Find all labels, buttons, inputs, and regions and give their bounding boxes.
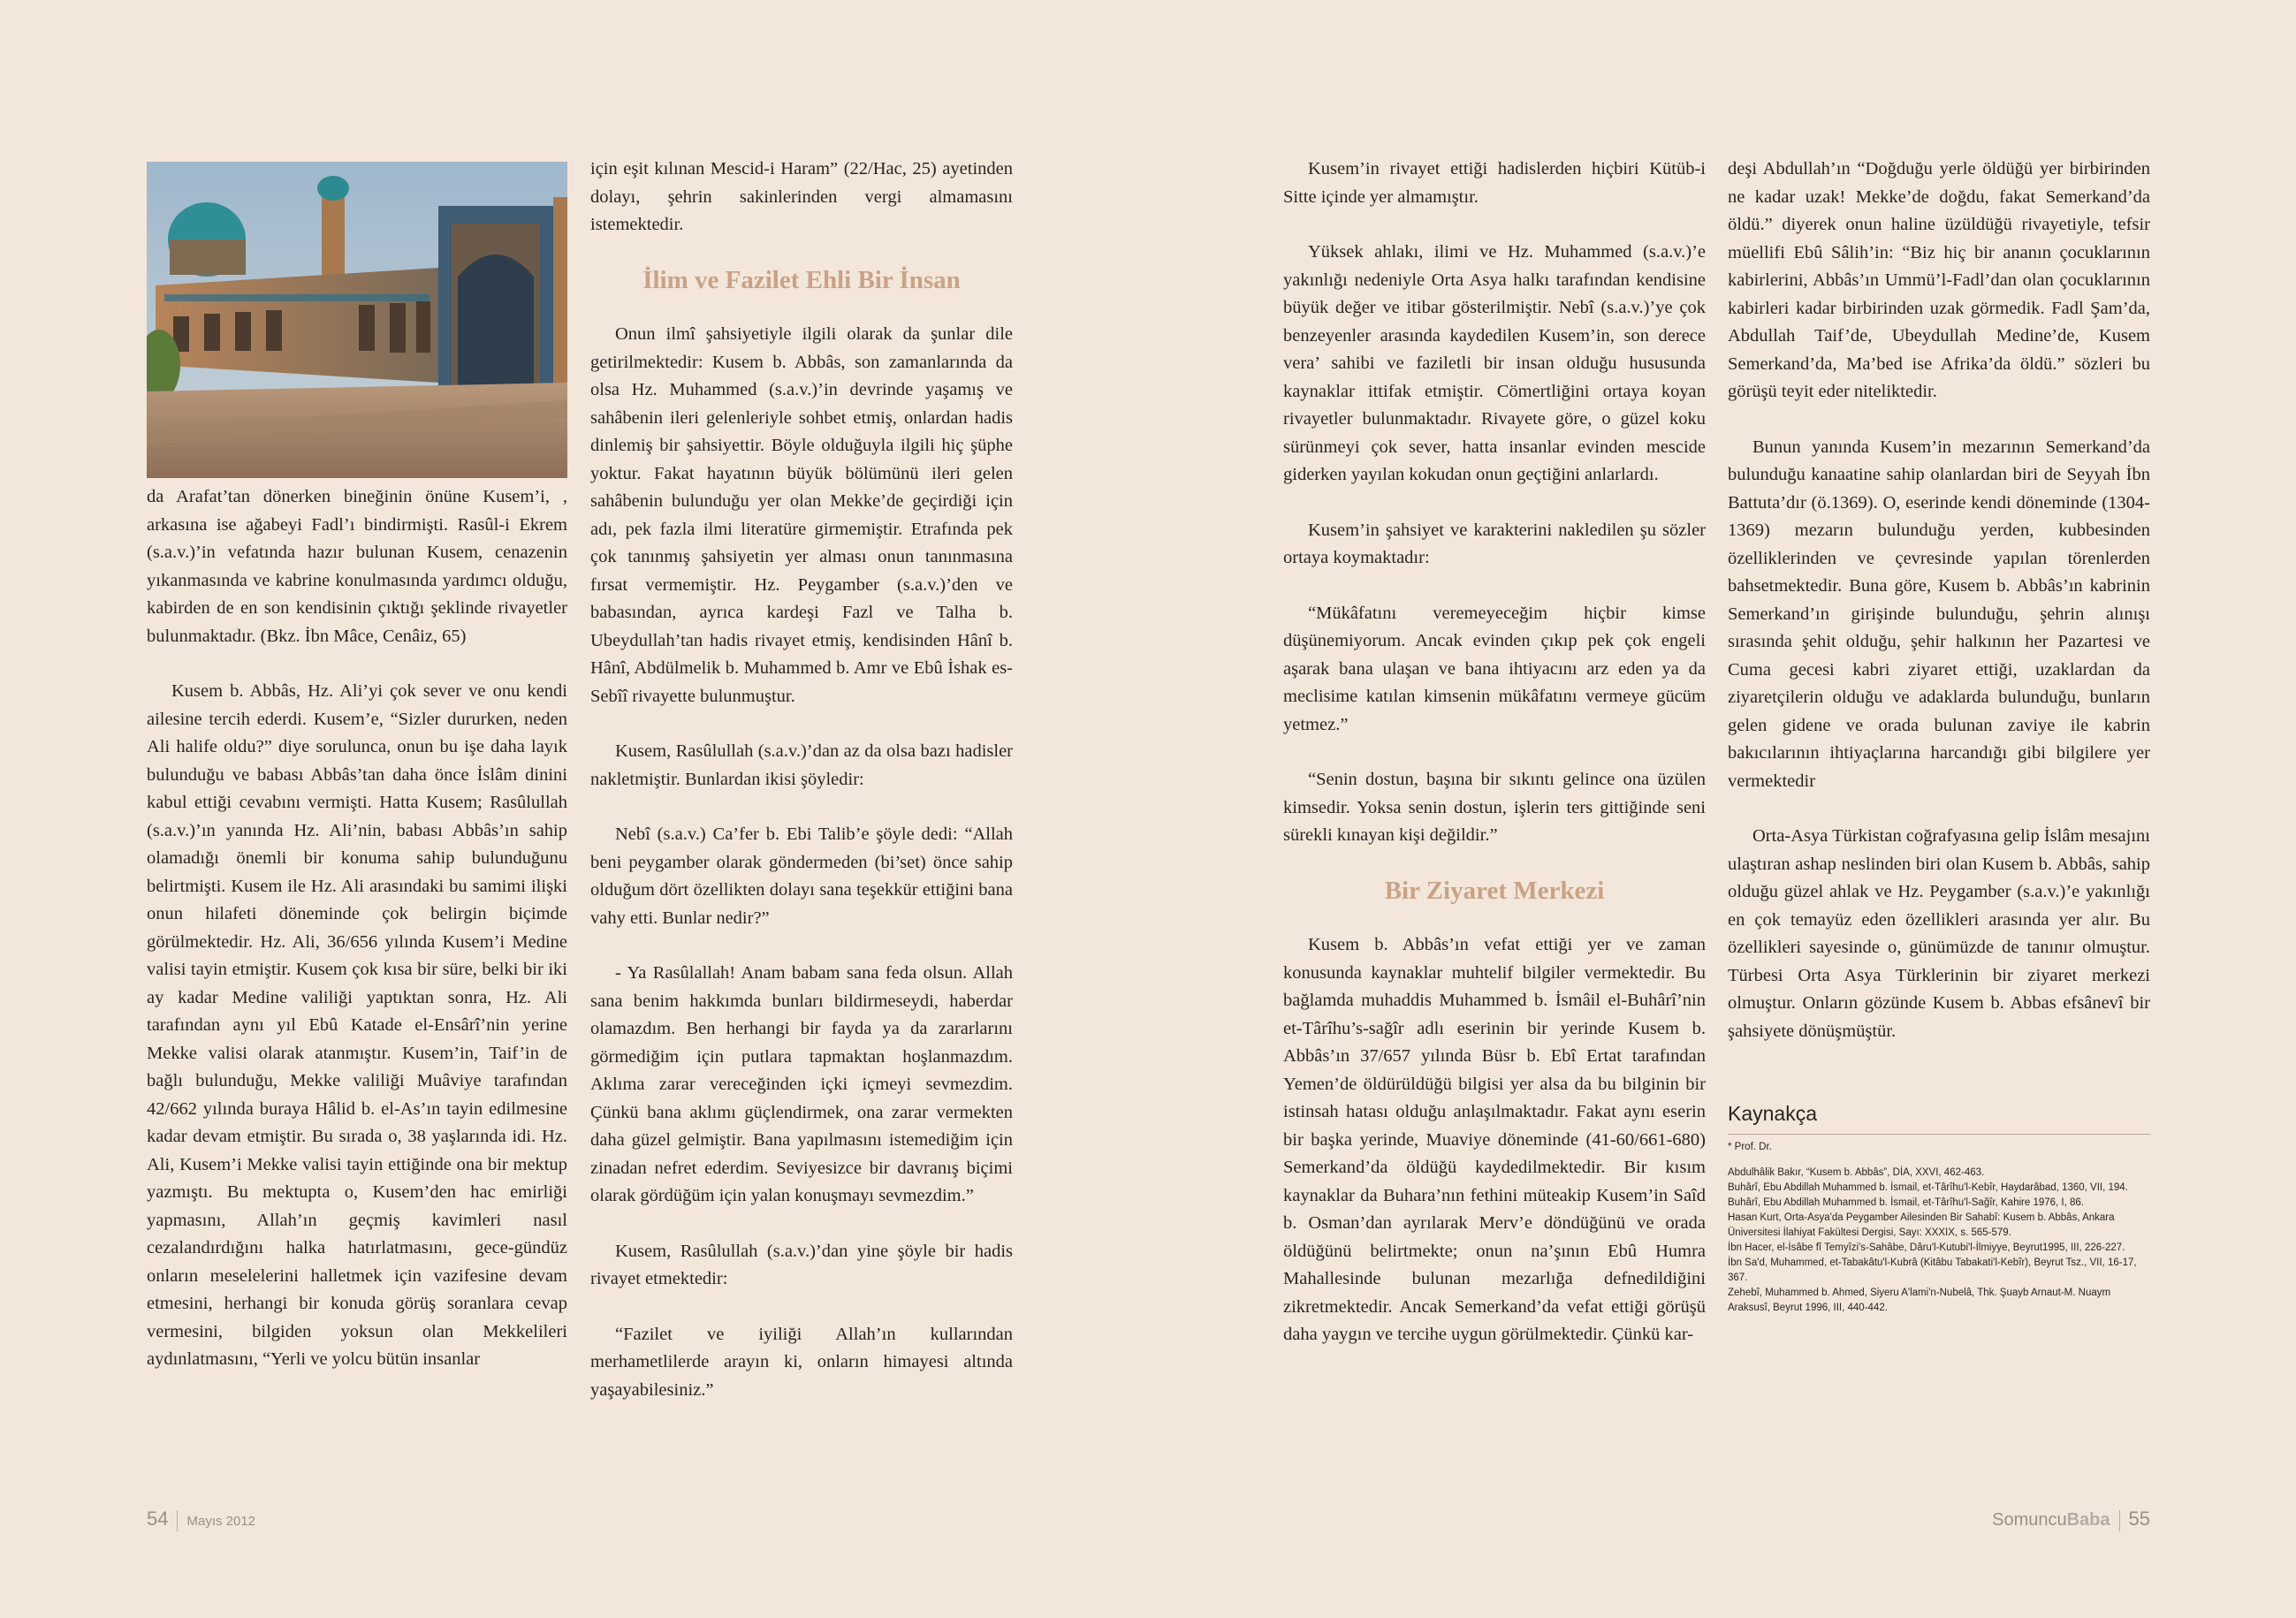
reference-item: Hasan Kurt, Orta-Asya'da Peygamber Ailesinden Bir Sahabî: Kusem b. Abbâs, Ankara Üniversitesi İlahiyat Fakültesi Dergisi, Sayı: XXXIX, s. 565-579. bbox=[1728, 1212, 2115, 1238]
column-3 bbox=[1283, 156, 1706, 1377]
reference-item: Buhârî, Ebu Abdillah Muhammed b. İsmail, et-Târîhu'l-Sağîr, Kahire 1976, I, 86. bbox=[1728, 1196, 2084, 1208]
column-4 bbox=[1728, 156, 2150, 1316]
footer-divider bbox=[177, 1510, 178, 1531]
right-footer bbox=[1992, 1508, 2150, 1531]
reference-item: İbn Hacer, el-İsâbe fî Temyîzi's-Sahâbe, Dâru'l-Kutubi'l-İlmiyye, Beyrut1995, III, 226-227. bbox=[1728, 1242, 2125, 1253]
footer-divider bbox=[2119, 1510, 2120, 1531]
body-paragraph: Onun ilmî şahsiyetiyle ilgili olarak da şunlar dile getirilmektedir: Kusem b. Abbâs, son zamanlarında da olsa Hz. Muhammed (s.a.v.)’in devrinde yaşamış ve sahâbenin ileri gelenleriyle sohbet etmiş, onlardan hadis dinlemiş bir şahsiyettir. Böyle olduğuyla ilgili hiç şüphe yoktur. Fakat hayatının büyük bölümünü ileri gelen sahâbenin bulunduğu yer olan Mekke’de geçirdiği için adı, pek fazla ilmi literatüre girmemiştir. Etrafında pek çok tanınmış şahsiyetin yer alması onun tanınmasına fırsat vermemiştir. Hz. Peygamber (s.a.v.)’den ve babasından, ayrıca kardeşi Fazl ve Talha b. Ubeydullah’tan hadis rivayet etmiş, kendisinden Hânî b. Hânî, Abdülmelik b. Muhammed b. Amr ve Ebû İshak es-Sebîî rivayette bulunmuştur. bbox=[590, 324, 1013, 706]
body-paragraph: Kusem b. Abbâs, Hz. Ali’yi çok sever ve onu kendi ailesine tercih ederdi. Kusem’e, “Sizler dururken, neden Ali halife oldu?” diye sorulunca, onun bu işe daha layık bulunduğu ve babası Abbâs’tan daha önce İslâm dinini kabul ettiği cevabını vermişti. Hatta Kusem; Rasûlullah (s.a.v.)’ın yanında Hz. Ali’nin, babası Abbâs’ın sahip olamadığı önemli bir konuma sahip bulunduğunu belirtmişti. Kusem ile Hz. Ali arasındaki bu samimi ilişki onun hilafeti döneminde çok belirgin biçimde görülmektedir. Hz. Ali, 36/656 yılında Kusem’i Medine valisi tayin etmiştir. Kusem çok kısa bir süre, belki bir iki ay kadar Medine valiliği yaptıktan sonra, Hz. Ali tarafından aynı yıl Ebû Katade el-Ensârî’nin yerine Mekke valisi olarak atanmıştır. Kusem’in, Taif’in de bağlı bulunduğu, Mekke valiliği Muâviye tarafından 42/662 yılında buraya Hâlid b. el-As’ın tayin edilmesine kadar devam etmiştir. Bu sırada o, 38 yaşlarında idi. Hz. Ali, Kusem’i Mekke valisi tayin ettiğinde ona bir mektup yazmıştı. Bu mektupta o, Kusem’den hac emirliği yapmasını, Allah’ın geçmiş kavimleri nasıl cezalandırdığını halka hatırlatmasını, gece-gündüz onların meselelerini halletmek için vazifesine devam etmesini, herhangi bir konuda görüş soranlara cevap vermesini, bilgiden yoksun olan Mekkelileri aydınlatmasını, “Yerli ve yolcu bütün insanlar bbox=[147, 681, 567, 1369]
reference-item: İbn Sa'd, Muhammed, et-Tabakâtu'l-Kubrâ (Kitâbu Tabakati'l-Kebîr), Beyrut Tsz., VII, 16-17, 367. bbox=[1728, 1257, 2137, 1283]
left-footer bbox=[147, 1508, 255, 1531]
body-paragraph: Nebî (s.a.v.) Ca’fer b. Ebi Talib’e şöyle dedi: “Allah beni peygamber olarak göndermeden (bi’set) önce sahip olduğum dört özellikten dolayı sana teşekkür ettiğini bana vahy etti. Bunlar nedir?” bbox=[590, 824, 1013, 928]
page-number: 55 bbox=[2128, 1508, 2150, 1530]
reference-item: Abdulhâlik Bakır, “Kusem b. Abbâs”, DİA, XXVI, 462-463. bbox=[1728, 1166, 1985, 1178]
page-number: 54 bbox=[147, 1508, 169, 1530]
reference-item: Zehebî, Muhammed b. Ahmed, Siyeru A'lami'n-Nubelâ, Thk. Şuayb Arnaut-M. Nuaym Araksusî, Beyrut 1996, III, 440-442. bbox=[1728, 1287, 2111, 1313]
body-paragraph: Orta-Asya Türkistan coğrafyasına gelip İslâm mesajını ulaştıran ashap neslinden biri olan Kusem b. Abbâs, sahip olduğu güzel ahlak ve Hz. Peygamber (s.a.v.)’e yakınlığı en çok temayüz eden özellikleri arasında yer alır. Bu özellikleri sayesinde o, günümüzde de tanınır olmuştur. Türbesi Orta Asya Türklerinin bir ziyaret merkezi olmuştur. Onların gözünde Kusem b. Abbas efsânevî bir şahsiyete dönüşmüştür. bbox=[1728, 826, 2150, 1041]
references-list bbox=[1728, 1140, 2150, 1316]
body-paragraph: “Mükâfatını veremeyeceğim hiçbir kimse düşünemiyorum. Ancak evinden çıkıp pek çok engeli aşarak bana ulaşan ve bana ihtiyacını arz eden ya da meclisime katılan kimsenin mükâfatını vermeye gücüm yetmez.” bbox=[1283, 603, 1706, 734]
references-title: Kaynakça bbox=[1728, 1100, 2150, 1135]
madrasa-photo bbox=[147, 162, 567, 478]
body-paragraph: Kusem, Rasûlullah (s.a.v.)’dan yine şöyle bir hadis rivayet etmektedir: bbox=[590, 1241, 1013, 1288]
column-2 bbox=[590, 156, 1013, 1432]
magazine-logo: SomuncuBaba bbox=[1992, 1510, 2110, 1530]
issue-date: Mayıs 2012 bbox=[186, 1514, 256, 1529]
body-paragraph: için eşit kılınan Mescid-i Haram” (22/Hac, 25) ayetinden dolayı, şehrin sakinlerinden vergi almamasını istemektedir. bbox=[590, 159, 1013, 234]
body-paragraph: - Ya Rasûlallah! Anam babam sana feda olsun. Allah sana benim hakkımda bunları bildirmeseydi, haberdar olamazdım. Ben herhangi bir fayda ya da zararlarını görmediğim için putlara tapmaktan hoşlanmazdım. Aklıma zarar vereceğinden içki içmeyi sevmezdim. Çünkü bana aklımı güçlendirmek, ona zarar vermekten daha güzel gelmiştir. Bana yapılmasını istemediğim için zinadan nefret ederdim. Seviyesizce bir davranış biçimi olarak gördüğüm için yalan konuşmayı sevmezdim.” bbox=[590, 963, 1013, 1205]
body-paragraph: deşi Abdullah’ın “Doğduğu yerle öldüğü yer birbirinden ne kadar uzak! Mekke’de doğdu, fakat Semerkand’da öldü.” diyerek onun haline üzüldüğü rivayetiyle, tefsir müellifi Ebû Sâlih’in: “Biz hiç bir ananın çocuklarının kabirlerini, Abbâs’ın Ummü’l-Fadl’dan olan çocuklarının kabirleri kadar birbirinden uzak görmedik. Fadl Şam’da, Abdullah Taif’de, Ubeydullah Medine’de, Kusem Semerkand’da, Ma’bed ise Afrika’da öldü.” sözleri bu görüşü teyit eder niteliktedir. bbox=[1728, 159, 2150, 401]
body-paragraph: Kusem, Rasûlullah (s.a.v.)’dan az da olsa bazı hadisler nakletmiştir. Bunlardan ikisi şöyledir: bbox=[590, 741, 1013, 789]
body-paragraph: Kusem’in rivayet ettiği hadislerden hiçbiri Kütüb-i Sitte içinde yer almamıştır. bbox=[1283, 159, 1706, 207]
body-paragraph: Kusem’in şahsiyet ve karakterini nakledilen şu sözler ortaya koymaktadır: bbox=[1283, 520, 1706, 567]
author-note: * Prof. Dr. bbox=[1728, 1141, 1772, 1152]
body-paragraph: Yüksek ahlakı, ilimi ve Hz. Muhammed (s.a.v.)’e yakınlığı nedeniyle Orta Asya halkı tarafından kendisine büyük değer ve itibar gösterilmiştir. Nebî (s.a.v.)’ye çok benzeyenler arasında kaydedilen Kusem’in, son derece vera’ sahibi ve faziletli bir insan olduğu hususunda kaynaklar ittifak etmiştir. Cömertliğini ortaya koyan rivayetler bulunmaktadır. Rivayete göre, o güzel koku sürünmeyi çok sever, hatta insanlar evinden mescide giderken yayılan kokudan onun geçtiğini anlarlardı. bbox=[1283, 242, 1706, 484]
body-paragraph: “Senin dostun, başına bir sıkıntı gelince ona üzülen kimsedir. Yoksa senin dostun, işlerin ters gittiğinde seni sürekli kınayan kişi değildir.” bbox=[1283, 770, 1706, 845]
column-1 bbox=[147, 483, 567, 1402]
body-paragraph: Bunun yanında Kusem’in mezarının Semerkand’da bulunduğu kanaatine sahip olanlardan biri de Seyyah İbn Battuta’dır (ö.1369). O, eserinde kendi döneminde (1304-1369) mezarın bulunduğu yerden, kubbesinden özelliklerinden ve çevresinde yapılan törenlerden bahsetmektedir. Buna göre, Kusem b. Abbâs’ın kabrinin Semerkand’ın girişinde bulunduğu, şehrin alınışı sırasında şehit olduğu, şehir halkının her Pazartesi ve Cuma gecesi kabri ziyaret ettiği, uzaklardan da ziyaretçilerin olduğu ve adaklarda bulunduğu, bunların gelen gidene ve orada bulunan zaviye ile kabrin bakıcılarının ihtiyaçlarına harcandığı gibi bilgilere yer vermektedir bbox=[1728, 437, 2150, 791]
body-paragraph: da Arafat’tan dönerken bineğinin önüne Kusem’i, , arkasına ise ağabeyi Fadl’ı bindirmişti. Rasûl-i Ekrem (s.a.v.)’in vefatında hazır bulunan Kusem, cenazenin yıkanmasında ve kabrine konulmasında yardımcı olduğu, kabirden de en son kendisinin çıktığı şeklinde rivayetler bulunmaktadır. (Bkz. İbn Mâce, Cenâiz, 65) bbox=[147, 487, 567, 646]
body-paragraph: “Fazilet ve iyiliği Allah’ın kullarından merhametlilerde arayın ki, onların himayesi altında yaşayabilesiniz.” bbox=[590, 1324, 1013, 1400]
section-heading: Bir Ziyaret Merkezi bbox=[1384, 876, 1605, 905]
section-heading: İlim ve Fazilet Ehli Bir İnsan bbox=[642, 265, 961, 294]
body-paragraph: Kusem b. Abbâs’ın vefat ettiği yer ve zaman konusunda kaynaklar muhtelif bilgiler vermektedir. Bu bağlamda muhaddis Muhammed b. İsmâil el-Buhârî’nin et-Târîhu’s-sağîr adlı eserinin bir yerinde Kusem b. Abbâs’ın 37/657 yılında Büsr b. Ebî Ertat tarafından Yemen’de öldürüldüğü bilgisi yer alsa da bu bilginin bir istinsah hatası olduğu anlaşılmaktadır. Fakat aynı eserin bir başka yerinde, Muaviye döneminde (41-60/661-680) Semerkand’da öldüğü kaydedilmektedir. Bir kısım kaynaklar da Buhara’nın fethini müteakip Kusem’in Saîd b. Osman’dan ayrılarak Merv’e döndüğünü ve orada öldüğünü belirtmekte; onun na’şının Ebû Humra Mahallesinde bulunan mezarlığa defnedildiğini zikretmektedir. Ancak Semerkand’da vefat ettiği görüşü daha yaygın ve tercihe uygun görülmektedir. Çünkü kar- bbox=[1283, 935, 1706, 1344]
reference-item: Buhârî, Ebu Abdillah Muhammed b. İsmail, et-Târîhu'l-Kebîr, Haydarâbad, 1360, VII, 194. bbox=[1728, 1181, 2128, 1193]
